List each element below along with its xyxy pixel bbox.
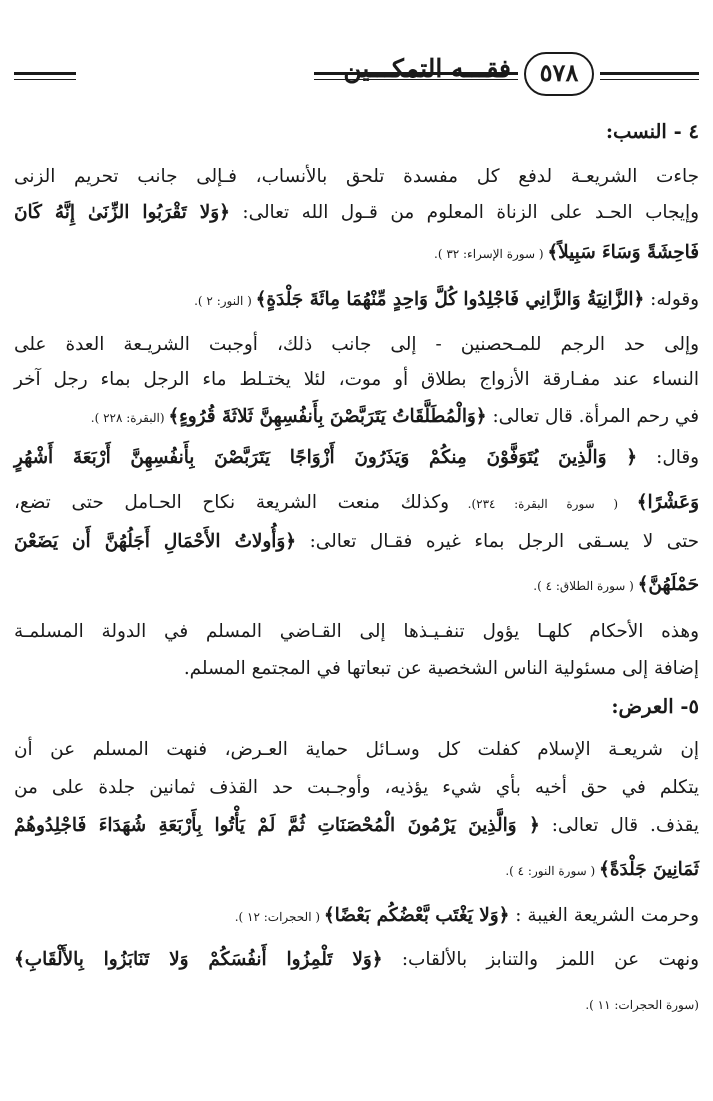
text-line-l7 — [14, 402, 699, 433]
text-line-l9 — [14, 488, 699, 519]
text-line-l3 — [14, 238, 699, 269]
text-segment: إضافة إلى مسئولية الناس الشخصية عن تبعاتها في المجتمع المسلم. — [183, 658, 699, 679]
text-segment: ونهت عن اللمز والتنابز بالألقاب: — [382, 949, 699, 970]
text-line-l11 — [14, 570, 699, 601]
section-heading-h5 — [14, 692, 699, 723]
text-line-l12 — [14, 617, 699, 647]
text-segment: وقوله: — [644, 289, 699, 310]
heading-text: ٤ - النسب: — [605, 120, 699, 143]
quran-verse: ثَمَانِينَ جَلْدَةً﴾ — [599, 859, 699, 880]
quran-verse: ﴿وَأُولاتُ الأَحْمَالِ أَجَلُهُنَّ أَن يَضَعْنَ — [14, 531, 297, 552]
text-line-l20 — [14, 989, 699, 1020]
verse-reference: ( النور: ٢ ). — [194, 294, 256, 308]
quran-verse: ﴿ وَالَّذِينَ يَرْمُونَ الْمُحْصَنَاتِ ثُمَّ لَمْ يَأْتُوا بِأَرْبَعَةِ شُهَدَاءَ فَاجْلِدُوهُمْ — [14, 815, 540, 836]
quran-verse: ﴿ وَالَّذِينَ يُتَوَفَّوْنَ مِنكُمْ وَيَذَرُونَ أَزْوَاجًا يَتَرَبَّصْنَ بِأَنفُسِهِنَّ أَرْبَعَةَ أَشْهُرٍ — [14, 447, 638, 468]
quran-verse: ﴿وَلا تَقْرَبُوا الزِّنَىٰ إِنَّهُ كَانَ — [14, 202, 230, 223]
quran-verse: حَمْلَهُنَّ﴾ — [637, 574, 699, 595]
text-segment: يتكلم في حق أخيه بأي شيء يؤذيه، وأوجـبت حد القذف ثمانين جلدة على من — [14, 777, 699, 798]
page-number: ٥٧٨ — [524, 52, 594, 96]
quran-verse: وَعَشْرًا﴾ — [636, 492, 699, 513]
header-rule-left-top — [14, 72, 76, 75]
header-rule-left-bottom — [14, 79, 76, 80]
header-rule-right-top — [600, 72, 699, 75]
text-segment: وقال: — [637, 447, 699, 468]
verse-reference: (البقرة: ٢٢٨ ). — [90, 411, 169, 425]
verse-reference: (سورة الحجرات: ١١ ). — [585, 998, 699, 1012]
text-line-l15 — [14, 773, 699, 803]
page-header — [14, 50, 699, 108]
text-segment: في رحم المرأة. قال تعالى: — [486, 406, 699, 427]
text-line-l18 — [14, 901, 699, 932]
verse-reference: ( الحجرات: ١٢ ). — [234, 910, 324, 924]
text-line-l6 — [14, 365, 699, 395]
verse-reference: ( سورة البقرة: ٢٣٤). — [449, 497, 637, 511]
quran-verse: ﴿وَلا تَلْمِزُوا أَنفُسَكُمْ وَلا تَنَابَزُوا بِالأَلْقَابِ﴾ — [14, 949, 383, 970]
heading-text: ٥- العرض: — [611, 695, 699, 718]
text-line-l1 — [14, 162, 699, 192]
header-title: فقـــه التمكـــين — [343, 54, 511, 83]
text-segment: جاءت الشريعـة لدفع كل مفسدة تلحق بالأنساب، فـإلى جانب تحريم الزنى — [14, 166, 699, 187]
text-line-l17 — [14, 855, 699, 886]
text-segment: يقذف. قال تعالى: — [539, 815, 699, 836]
text-line-l13 — [14, 654, 699, 684]
text-segment: إن شريعـة الإسلام كفلت كل وسـائل حماية العـرض، فنهت المسلم عن أن — [14, 739, 699, 760]
text-line-l19 — [14, 945, 699, 975]
text-line-l10 — [14, 527, 699, 557]
verse-reference: ( سورة النور: ٤ ). — [505, 864, 600, 878]
text-segment: وكذلك منعت الشريعة نكاح الحـامل حتى تضع، — [14, 492, 449, 513]
section-heading-h4 — [14, 117, 699, 148]
text-line-l8 — [14, 443, 699, 473]
quran-verse: فَاحِشَةً وَسَاءَ سَبِيلاً﴾ — [547, 242, 699, 263]
text-line-l5 — [14, 330, 699, 360]
text-line-l2 — [14, 198, 699, 228]
text-segment: وهذه الأحكام كلهـا يؤول تنفـيـذها إلى القـاضي المسلم في الدولة المسلمـة — [14, 621, 699, 642]
text-line-l4 — [14, 285, 699, 316]
verse-reference: ( سورة الطلاق: ٤ ). — [533, 579, 638, 593]
text-segment: حتى لا يسـقى الرجل بماء غيره فقـال تعالى: — [296, 531, 699, 552]
quran-verse: ﴿الزَّانِيَةُ وَالزَّانِي فَاجْلِدُوا كُلَّ وَاحِدٍ مِّنْهُمَا مِائَةَ جَلْدَةٍ﴾ — [255, 289, 645, 310]
quran-verse: ﴿وَلا يَغْتَب بَّعْضُكُم بَعْضًا﴾ — [323, 905, 510, 926]
text-line-l16 — [14, 811, 699, 841]
text-segment: وإلى حد الرجم للمـحصنين - إلى جانب ذلك، أوجبت الشريـعة العدة على — [14, 334, 699, 355]
text-line-l14 — [14, 735, 699, 765]
verse-reference: ( سورة الإسراء: ٣٢ ). — [434, 247, 548, 261]
text-segment: وحرمت الشريعة الغيبة : — [509, 905, 699, 926]
header-rule-right-bottom — [600, 79, 699, 80]
quran-verse: ﴿وَالْمُطَلَّقَاتُ يَتَرَبَّصْنَ بِأَنفُسِهِنَّ ثَلاثَةَ قُرُوءٍ﴾ — [168, 406, 487, 427]
text-segment: وإيجاب الحـد على الزناة المعلوم من قـول الله تعالى: — [229, 202, 699, 223]
text-segment: النساء عند مفـارقة الأزواج بطلاق أو موت، لئلا يختـلط ماء الرجل بماء رجل آخر — [14, 369, 699, 390]
